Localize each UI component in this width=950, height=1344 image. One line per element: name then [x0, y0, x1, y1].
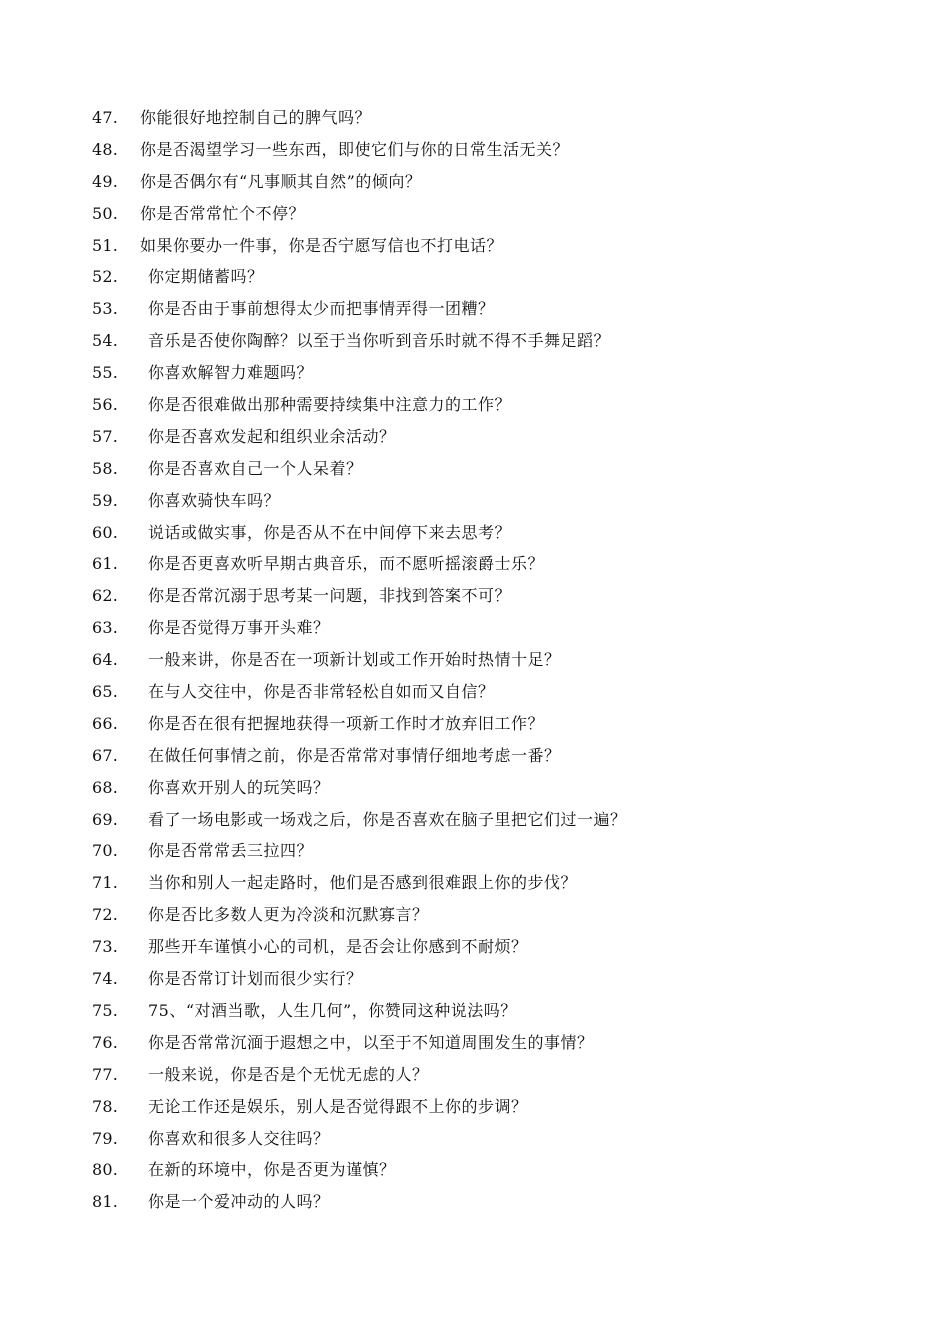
- question-number: 54.: [92, 331, 119, 351]
- question-item: [92, 999, 892, 1031]
- question-number: 75.: [92, 1000, 119, 1020]
- question-text: 你是否更喜欢听早期古典音乐，而不愿听摇滚爵士乐？: [148, 554, 545, 574]
- question-list: [92, 106, 892, 1222]
- question-item: [92, 839, 892, 871]
- question-item: [92, 202, 892, 234]
- question-text: 你定期储蓄吗？: [148, 267, 264, 287]
- question-item: [92, 1190, 892, 1222]
- question-text: 如果你要办一件事，你是否宁愿写信也不打电话？: [140, 235, 504, 255]
- question-text: 你是否常常忙个不停？: [140, 203, 306, 223]
- question-text: 你能很好地控制自己的脾气吗？: [140, 108, 372, 127]
- question-text: 你是否在很有把握地获得一项新工作时才放弃旧工作？: [148, 713, 545, 733]
- question-number: 68.: [92, 777, 119, 797]
- question-item: [92, 1063, 892, 1095]
- question-text: 你喜欢解智力难题吗？: [148, 363, 314, 383]
- question-number: 74.: [92, 969, 119, 989]
- question-number: 79.: [92, 1128, 119, 1148]
- question-number: 64.: [92, 650, 119, 670]
- question-item: [92, 297, 892, 329]
- question-item: [92, 871, 892, 903]
- question-item: [92, 1031, 892, 1063]
- question-item: [92, 138, 892, 170]
- question-number: 71.: [92, 873, 119, 893]
- question-number: 56.: [92, 395, 119, 415]
- question-item: [92, 170, 892, 202]
- question-text: 你是否很难做出那种需要持续集中注意力的工作？: [148, 395, 512, 415]
- question-number: 53.: [92, 299, 119, 319]
- question-text: 你是否喜欢自己一个人呆着？: [148, 458, 363, 478]
- question-text: 你是否渴望学习一些东西，即使它们与你的日常生活无关？: [140, 139, 570, 159]
- question-number: 78.: [92, 1096, 119, 1116]
- question-text: 你是一个爱冲动的人吗？: [148, 1192, 330, 1212]
- question-number: 58.: [92, 458, 119, 478]
- question-number: 70.: [92, 841, 119, 861]
- question-item: [92, 329, 892, 361]
- question-number: 65.: [92, 682, 119, 702]
- question-item: [92, 584, 892, 616]
- question-item: [92, 935, 892, 967]
- question-text: 一般来讲，你是否在一项新计划或工作开始时热情十足？: [148, 650, 561, 670]
- question-text: 你是否觉得万事开头难？: [148, 618, 330, 638]
- question-text: 你是否常沉溺于思考某一问题，非找到答案不可？: [148, 586, 512, 606]
- question-item: [92, 1095, 892, 1127]
- question-text: 你喜欢开别人的玩笑吗？: [148, 777, 330, 797]
- question-text: 当你和别人一起走路时，他们是否感到很难跟上你的步伐？: [148, 873, 578, 893]
- question-number: 47.: [92, 108, 119, 127]
- question-text: 你喜欢和很多人交往吗？: [148, 1128, 330, 1148]
- question-number: 63.: [92, 618, 119, 638]
- question-number: 66.: [92, 713, 119, 733]
- question-text: 在做任何事情之前，你是否常常对事情仔细地考虑一番？: [148, 745, 561, 765]
- question-number: 49.: [92, 171, 119, 191]
- question-text: 说话或做实事，你是否从不在中间停下来去思考？: [148, 522, 512, 542]
- question-number: 62.: [92, 586, 119, 606]
- question-number: 55.: [92, 363, 119, 383]
- question-text: 看了一场电影或一场戏之后，你是否喜欢在脑子里把它们过一遍？: [148, 809, 627, 829]
- question-number: 81.: [92, 1192, 119, 1212]
- question-number: 51.: [92, 235, 119, 255]
- question-number: 50.: [92, 203, 119, 223]
- question-item: [92, 521, 892, 553]
- question-text: 你是否常常沉湎于遐想之中，以至于不知道周围发生的事情？: [148, 1032, 594, 1052]
- question-text: 音乐是否使你陶醉？以至于当你听到音乐时就不得不手舞足蹈？: [148, 331, 611, 351]
- question-item: [92, 808, 892, 840]
- question-number: 76.: [92, 1032, 119, 1052]
- question-number: 80.: [92, 1160, 119, 1180]
- question-item: [92, 552, 892, 584]
- question-item: [92, 361, 892, 393]
- question-text: 你是否喜欢发起和组织业余活动？: [148, 426, 396, 446]
- question-number: 77.: [92, 1064, 119, 1084]
- question-number: 57.: [92, 426, 119, 446]
- question-item: [92, 616, 892, 648]
- question-text: 你是否偶尔有“凡事顺其自然”的倾向？: [140, 171, 422, 191]
- question-item: [92, 106, 892, 138]
- question-number: 52.: [92, 267, 119, 287]
- question-text: 你是否常订计划而很少实行？: [148, 969, 363, 989]
- question-item: [92, 393, 892, 425]
- question-text: 75、“对酒当歌，人生几何”，你赞同这种说法吗？: [148, 1000, 517, 1020]
- question-item: [92, 1127, 892, 1159]
- question-item: [92, 712, 892, 744]
- question-item: [92, 680, 892, 712]
- question-number: 48.: [92, 139, 119, 159]
- question-text: 你喜欢骑快车吗？: [148, 490, 281, 510]
- question-text: 无论工作还是娱乐，别人是否觉得跟不上你的步调？: [148, 1096, 528, 1116]
- question-item: [92, 1158, 892, 1190]
- question-text: 在与人交往中，你是否非常轻松自如而又自信？: [148, 682, 495, 702]
- question-text: 你是否常常丢三拉四？: [148, 841, 314, 861]
- question-text: 一般来说，你是否是个无忧无虑的人？: [148, 1064, 429, 1084]
- question-item: [92, 489, 892, 521]
- question-number: 59.: [92, 490, 119, 510]
- question-number: 61.: [92, 554, 119, 574]
- question-number: 60.: [92, 522, 119, 542]
- question-text: 那些开车谨慎小心的司机，是否会让你感到不耐烦？: [148, 937, 528, 957]
- question-item: [92, 457, 892, 489]
- question-number: 67.: [92, 745, 119, 765]
- question-item: [92, 234, 892, 266]
- question-text: 你是否比多数人更为冷淡和沉默寡言？: [148, 905, 429, 925]
- question-item: [92, 967, 892, 999]
- question-number: 72.: [92, 905, 119, 925]
- question-item: [92, 425, 892, 457]
- question-item: [92, 903, 892, 935]
- question-item: [92, 776, 892, 808]
- question-text: 在新的环境中，你是否更为谨慎？: [148, 1160, 396, 1180]
- question-item: [92, 648, 892, 680]
- question-text: 你是否由于事前想得太少而把事情弄得一团糟？: [148, 299, 495, 319]
- question-number: 69.: [92, 809, 119, 829]
- question-item: [92, 265, 892, 297]
- question-item: [92, 744, 892, 776]
- question-number: 73.: [92, 937, 119, 957]
